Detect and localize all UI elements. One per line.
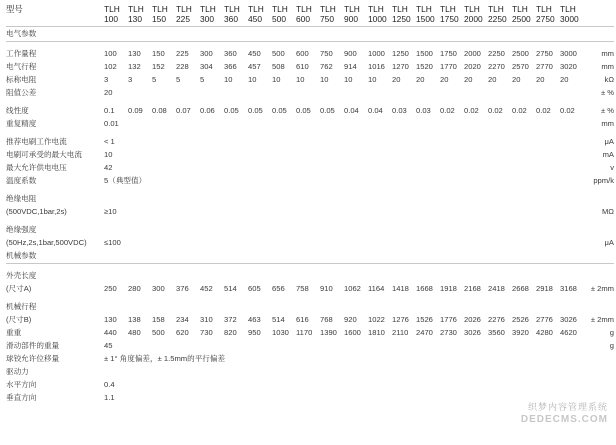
cell: 20 — [512, 75, 521, 84]
table-row — [6, 117, 614, 130]
row-label: 绝缘强度 — [6, 225, 37, 234]
table-row — [6, 60, 614, 73]
cell: 1776 — [440, 315, 457, 324]
row-label: (尺寸B) — [6, 315, 32, 324]
row-label: 电气行程 — [6, 62, 37, 71]
row-label: (500VDC,1bar,2s) — [6, 207, 67, 216]
row-unit — [584, 365, 614, 378]
model-column-14: TLH 1750 — [440, 4, 459, 24]
watermark-line-1: 织梦内容管理系统 — [527, 402, 608, 412]
cell: 20 — [536, 75, 545, 84]
cell: 450 — [248, 49, 261, 58]
table-header-row — [6, 4, 614, 25]
row-label: 最大允许供电电压 — [6, 163, 67, 172]
model-column-17: TLH 2500 — [512, 4, 531, 24]
table-row — [6, 104, 614, 117]
cell-blank — [128, 148, 584, 161]
cell: 0.05 — [224, 106, 239, 115]
cell: 3 — [104, 75, 109, 84]
table-row — [6, 135, 614, 148]
cell: 3026 — [560, 315, 577, 324]
cell: 1418 — [392, 284, 409, 293]
table-row — [6, 300, 614, 313]
cell: 228 — [176, 62, 189, 71]
cell: 0.04 — [344, 106, 359, 115]
cell: 2026 — [464, 315, 481, 324]
cell: 0.01 — [104, 119, 119, 128]
cell: 1016 — [368, 62, 385, 71]
table-body — [6, 4, 614, 404]
table-row — [6, 365, 614, 378]
cell: 900 — [344, 49, 357, 58]
cell: 2570 — [512, 62, 529, 71]
cell: 310 — [200, 315, 213, 324]
cell: 304 — [200, 62, 213, 71]
cell: 2770 — [536, 62, 553, 71]
row-unit: μA — [604, 137, 614, 146]
cell: 750 — [320, 49, 333, 58]
cell: 950 — [248, 328, 261, 337]
cell: 500 — [272, 49, 285, 58]
cell: 5（典型值） — [104, 176, 147, 185]
cell: 10 — [248, 75, 257, 84]
cell: 2418 — [488, 284, 505, 293]
cell: 1000 — [368, 49, 385, 58]
cell: 1270 — [392, 62, 409, 71]
table-row — [6, 161, 614, 174]
row-unit: mA — [602, 150, 614, 159]
row-unit: mm — [601, 62, 614, 71]
model-column-10: TLH 900 — [344, 4, 360, 24]
cell: 2500 — [512, 49, 529, 58]
row-label: 标称电阻 — [6, 75, 37, 84]
cell: 100 — [104, 49, 117, 58]
model-column-1: TLH 130 — [128, 4, 144, 24]
cell: 152 — [152, 62, 165, 71]
cell: 514 — [224, 284, 237, 293]
model-column-9: TLH 750 — [320, 4, 336, 24]
cell-blank — [128, 391, 584, 404]
cell: 0.05 — [320, 106, 335, 115]
cell: 2020 — [464, 62, 481, 71]
cell-blank — [128, 339, 584, 352]
row-unit: ± 2mm — [590, 315, 614, 324]
cell: 920 — [344, 315, 357, 324]
row-label: 工作量程 — [6, 49, 37, 58]
cell: 1.1 — [104, 393, 115, 402]
cell: 2276 — [488, 315, 505, 324]
cell: 0.4 — [104, 380, 115, 389]
cell: 10 — [224, 75, 233, 84]
cell: 10 — [368, 75, 377, 84]
cell: 0.02 — [464, 106, 479, 115]
table-row — [6, 223, 614, 236]
cell: 2730 — [440, 328, 457, 337]
row-unit — [584, 300, 614, 313]
row-unit — [584, 352, 614, 365]
table-row — [6, 378, 614, 391]
row-label: 球铰允许位移量 — [6, 354, 60, 363]
cell: 20 — [440, 75, 449, 84]
cell: 480 — [128, 328, 141, 337]
cell: 500 — [152, 328, 165, 337]
cell-blank — [128, 135, 584, 148]
cell: 45 — [104, 341, 113, 350]
table-row — [6, 282, 614, 295]
cell: 158 — [152, 315, 165, 324]
cell: 250 — [104, 284, 117, 293]
row-unit: mm — [601, 49, 614, 58]
row-unit: ppm/k — [593, 176, 614, 185]
cell: 2168 — [464, 284, 481, 293]
cell: 1022 — [368, 315, 385, 324]
model-column-6: TLH 450 — [248, 4, 264, 24]
cell: 2470 — [416, 328, 433, 337]
cell: 2526 — [512, 315, 529, 324]
row-label: 重复精度 — [6, 119, 37, 128]
cell: 768 — [320, 315, 333, 324]
model-column-13: TLH 1500 — [416, 4, 435, 24]
cell: 2110 — [392, 328, 409, 337]
cell: 3168 — [560, 284, 577, 293]
table-row — [6, 148, 614, 161]
row-label: 绝缘电阻 — [6, 194, 37, 203]
cell: 440 — [104, 328, 117, 337]
row-unit: ± % — [600, 88, 614, 97]
table-row — [6, 269, 614, 282]
table-row — [6, 326, 614, 339]
model-column-3: TLH 225 — [176, 4, 192, 24]
cell-blank — [104, 269, 584, 282]
row-unit: ± % — [600, 106, 614, 115]
model-column-8: TLH 600 — [296, 4, 312, 24]
cell-blank — [128, 378, 584, 391]
cell: 10 — [296, 75, 305, 84]
cell: 20 — [392, 75, 401, 84]
row-unit: kΩ — [604, 75, 614, 84]
cell: 300 — [200, 49, 213, 58]
model-column-16: TLH 2250 — [488, 4, 507, 24]
row-unit — [584, 378, 614, 391]
cell: 234 — [176, 315, 189, 324]
row-unit: g — [609, 328, 614, 337]
cell: 514 — [272, 315, 285, 324]
cell-blank — [104, 365, 584, 378]
cell: 42 — [104, 163, 113, 172]
cell: 1062 — [344, 284, 361, 293]
cell: 762 — [320, 62, 333, 71]
row-label: 线性度 — [6, 106, 29, 115]
row-unit: MΩ — [601, 207, 614, 216]
cell: 1918 — [440, 284, 457, 293]
cell: 452 — [200, 284, 213, 293]
cell: 2250 — [488, 49, 505, 58]
section-title-row-1 — [6, 249, 614, 262]
row-label: 垂直方向 — [6, 393, 37, 402]
row-label: 滑动部件的重量 — [6, 341, 60, 350]
cell: 150 — [152, 49, 165, 58]
cell: 508 — [272, 62, 285, 71]
cell: 0.02 — [488, 106, 503, 115]
row-label: (尺寸A) — [6, 284, 32, 293]
section-title-row-0 — [6, 27, 614, 41]
cell: 2000 — [464, 49, 481, 58]
cell-blank — [104, 300, 584, 313]
watermark-line-2: DEDECMS.COM — [520, 414, 608, 425]
cell: 1770 — [440, 62, 457, 71]
table-row — [6, 174, 614, 187]
cell: 225 — [176, 49, 189, 58]
cell: 10 — [272, 75, 281, 84]
cell: 360 — [224, 49, 237, 58]
cell: 4280 — [536, 328, 553, 337]
watermark — [521, 400, 608, 425]
cell: 0.05 — [296, 106, 311, 115]
cell: 1500 — [416, 49, 433, 58]
cell: 20 — [560, 75, 569, 84]
cell: 758 — [296, 284, 309, 293]
cell: 1250 — [392, 49, 409, 58]
cell: 130 — [128, 49, 141, 58]
row-label: 水平方向 — [6, 380, 37, 389]
cell: 3 — [128, 75, 133, 84]
model-column-11: TLH 1000 — [368, 4, 387, 24]
cell: 914 — [344, 62, 357, 71]
model-column-15: TLH 2000 — [464, 4, 483, 24]
model-column-18: TLH 2750 — [536, 4, 555, 24]
row-label: 机械行程 — [6, 302, 37, 311]
cell: 4620 — [560, 328, 577, 337]
cell: 730 — [200, 328, 213, 337]
cell: 656 — [272, 284, 285, 293]
cell: 280 — [128, 284, 141, 293]
cell: 102 — [104, 62, 117, 71]
table-row — [6, 313, 614, 326]
cell: 20 — [464, 75, 473, 84]
cell: 1276 — [392, 315, 409, 324]
spec-sheet — [0, 4, 616, 445]
row-label: 温度系数 — [6, 176, 37, 185]
table-row — [6, 192, 614, 205]
cell: 616 — [296, 315, 309, 324]
cell: 138 — [128, 315, 141, 324]
cell: 820 — [224, 328, 237, 337]
cell: 0.07 — [176, 106, 191, 115]
cell: 1390 — [320, 328, 337, 337]
cell: 1164 — [368, 284, 385, 293]
cell: 2918 — [536, 284, 553, 293]
cell: 1170 — [296, 328, 313, 337]
table-row — [6, 352, 614, 365]
row-label: (50Hz,2s,1bar,500VDC) — [6, 238, 87, 247]
table-row — [6, 73, 614, 86]
cell: 20 — [104, 88, 113, 97]
row-unit: μA — [604, 238, 614, 247]
cell: 1750 — [440, 49, 457, 58]
cell: 3000 — [560, 49, 577, 58]
model-column-0: TLH 100 — [104, 4, 120, 24]
model-column-12: TLH 1250 — [392, 4, 411, 24]
cell: 130 — [104, 315, 117, 324]
table-row — [6, 339, 614, 352]
cell-blank — [128, 161, 584, 174]
cell: 3026 — [464, 328, 481, 337]
cell: 2270 — [488, 62, 505, 71]
cell: 457 — [248, 62, 261, 71]
cell: 5 — [176, 75, 181, 84]
row-label: 驱动力 — [6, 367, 29, 376]
table-row — [6, 236, 614, 249]
table-row — [6, 205, 614, 218]
cell: 372 — [224, 315, 237, 324]
table-row — [6, 47, 614, 60]
cell: ≥10 — [104, 207, 117, 216]
row-label: 重重 — [6, 328, 22, 337]
cell: 0.02 — [536, 106, 551, 115]
cell: 0.03 — [416, 106, 431, 115]
cell: 605 — [248, 284, 261, 293]
row-unit — [584, 223, 614, 236]
model-column-5: TLH 360 — [224, 4, 240, 24]
cell: 3020 — [560, 62, 577, 71]
table-row — [6, 86, 614, 99]
cell-blank — [104, 223, 584, 236]
model-column-4: TLH 300 — [200, 4, 216, 24]
unit-header — [584, 4, 614, 25]
cell: 20 — [488, 75, 497, 84]
cell: 1526 — [416, 315, 433, 324]
cell: ≤100 — [104, 238, 121, 247]
cell: 1030 — [272, 328, 289, 337]
cell-blank — [104, 192, 584, 205]
section-title-0: 电气参数 — [6, 29, 37, 38]
specification-table — [6, 4, 614, 404]
cell: 10 — [320, 75, 329, 84]
cell: 3560 — [488, 328, 505, 337]
cell: ± 1° 角度偏差，± 1.5mm的平行偏差 — [104, 354, 226, 363]
cell: 0.05 — [248, 106, 263, 115]
cell: 610 — [296, 62, 309, 71]
row-label: 阻值公差 — [6, 88, 37, 97]
row-unit: ± 2mm — [590, 284, 614, 293]
model-column-19: TLH 3000 — [560, 4, 579, 24]
cell: 0.08 — [152, 106, 167, 115]
cell: 910 — [320, 284, 333, 293]
cell: 20 — [416, 75, 425, 84]
row-label: 电刷可承受的最大电流 — [6, 150, 82, 159]
cell: 0.03 — [392, 106, 407, 115]
cell: 620 — [176, 328, 189, 337]
cell: 1810 — [368, 328, 385, 337]
cell: 132 — [128, 62, 141, 71]
cell: 5 — [152, 75, 157, 84]
row-unit: v — [610, 163, 614, 172]
cell-blank — [128, 117, 584, 130]
cell: 463 — [248, 315, 261, 324]
cell: 2668 — [512, 284, 529, 293]
cell: 376 — [176, 284, 189, 293]
cell: 10 — [104, 150, 113, 159]
cell: 0.04 — [368, 106, 383, 115]
cell: 366 — [224, 62, 237, 71]
cell: 1668 — [416, 284, 433, 293]
cell: 0.05 — [272, 106, 287, 115]
row-label: 外壳长度 — [6, 271, 37, 280]
cell: 0.06 — [200, 106, 215, 115]
row-unit — [584, 269, 614, 282]
cell: 5 — [200, 75, 205, 84]
cell: 1600 — [344, 328, 361, 337]
cell: < 1 — [104, 137, 115, 146]
cell: 0.02 — [440, 106, 455, 115]
cell: 3920 — [512, 328, 529, 337]
cell: 300 — [152, 284, 165, 293]
row-unit — [584, 192, 614, 205]
cell: 0.02 — [560, 106, 575, 115]
row-unit: mm — [601, 119, 614, 128]
cell: 0.02 — [512, 106, 527, 115]
cell: 10 — [344, 75, 353, 84]
model-label: 型号 — [6, 4, 23, 14]
cell: 2750 — [536, 49, 553, 58]
cell: 0.1 — [104, 106, 115, 115]
row-label: 推荐电刷工作电流 — [6, 137, 67, 146]
section-title-1: 机械参数 — [6, 251, 37, 260]
row-unit: g — [609, 341, 614, 350]
model-column-2: TLH 150 — [152, 4, 168, 24]
cell: 1520 — [416, 62, 433, 71]
cell: 600 — [296, 49, 309, 58]
cell: 0.09 — [128, 106, 143, 115]
cell-blank — [128, 86, 584, 99]
cell: 2776 — [536, 315, 553, 324]
model-column-7: TLH 500 — [272, 4, 288, 24]
